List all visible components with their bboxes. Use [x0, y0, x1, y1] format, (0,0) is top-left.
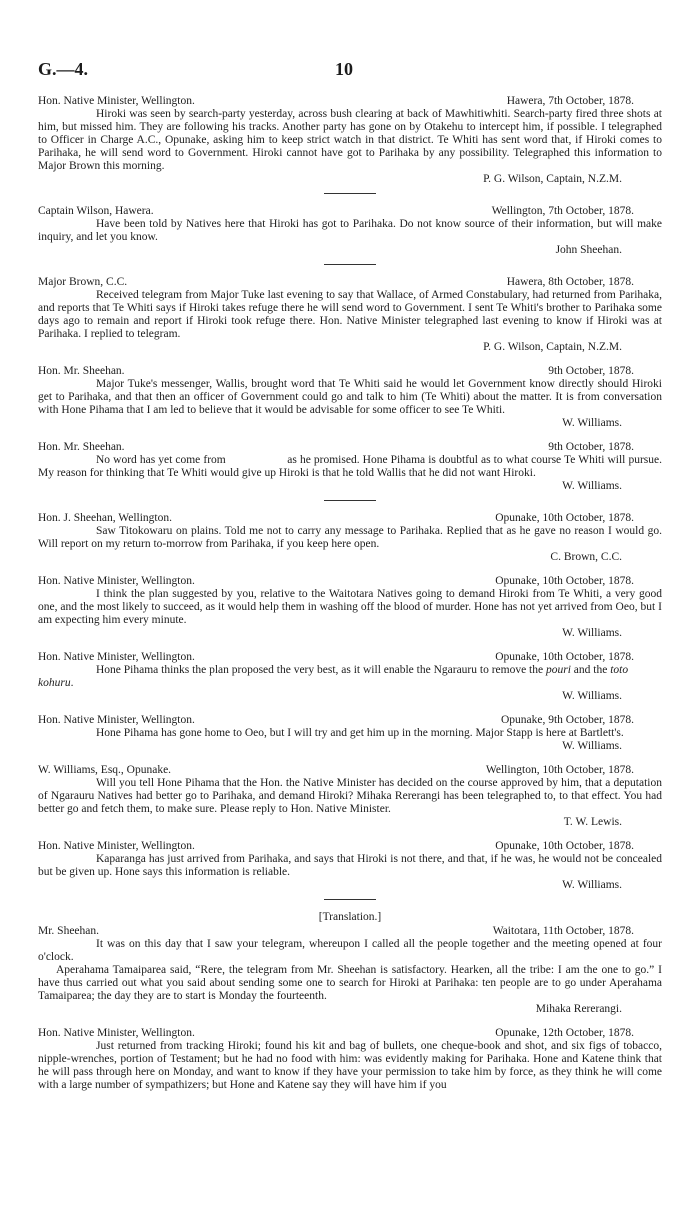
telegram-signature: P. G. Wilson, Captain, N.Z.M.: [483, 341, 622, 353]
telegram-signature: C. Brown, C.C.: [550, 551, 622, 563]
telegram-body: Will you tell Hone Pihama that the Hon. the Native Minister has decided on the course approved by him, that a deputation of Ngarauru Natives had better go to Parihaka, and demand Hiroki? Mihaka Rererangi has been telegraphed to, to that effect. You had better go and fetch them, to make sure. Please reply to Hon. Native Minister.: [38, 777, 662, 815]
maori-term: pouri: [545, 664, 571, 676]
telegram-addressee: Hon. J. Sheehan, Wellington.: [38, 512, 172, 524]
telegram-body: Received telegram from Major Tuke last evening to say that Wallace, of Armed Constabulary, had returned from Parihaka, and reports that Te Whiti says if Hiroki takes refuge there he will send word to Government. I sent Te Whiti's brother to Parihaka some days ago to remain and report if Hiroki took refuge there. Hon. Native Minister telegraphed last evening to know if Hiroki was at Parihaka. I replied to telegram.: [38, 289, 662, 340]
telegram: [38, 276, 662, 354]
page-number: 10: [335, 59, 353, 79]
telegram-place-date: Opunake, 10th October, 1878.: [495, 651, 634, 663]
telegram-addressee: Hon. Native Minister, Wellington.: [38, 714, 195, 726]
telegram-place-date: Hawera, 7th October, 1878.: [506, 95, 634, 107]
telegram-addressee: Hon. Native Minister, Wellington.: [38, 840, 195, 852]
telegram-list: [38, 95, 665, 1103]
telegram-body: Hone Pihama thinks the plan proposed the very best, as it will enable the Ngarauru to remove the pouri and the toto kohuru.: [38, 664, 629, 689]
telegram-addressee: Hon. Mr. Sheehan.: [38, 365, 125, 377]
separator-rule: [324, 193, 376, 194]
telegram: [38, 95, 662, 194]
telegram-signature: W. Williams.: [562, 879, 622, 891]
telegram-signature: T. W. Lewis.: [563, 816, 622, 828]
telegram-signature: W. Williams.: [562, 480, 622, 492]
letter-body: It was on this day that I saw your telegram, whereupon I called all the people together and the meeting opened at four o'clock.: [38, 938, 662, 963]
separator-rule: [324, 500, 376, 501]
letter-signature: Mihaka Rererangi.: [535, 1003, 622, 1015]
telegram-place-date: 9th October, 1878.: [548, 365, 634, 377]
telegram-place-date: Opunake, 10th October, 1878.: [495, 840, 634, 852]
document-reference: G.—4.: [38, 59, 89, 79]
telegram-body: No word has yet come from as he promised. Hone Pihama is doubtful as to what course Te Whiti will pursue. My reason for thinking that Te Whiti would give up Hiroki is that he told Wallis that he did not want Hiroki.: [38, 454, 665, 479]
telegram-body: Just returned from tracking Hiroki; found his kit and bag of bullets, one cheque-book and shot, and six figs of tobacco, nipple-wrenches, portion of Testament; but he had no food with him: was evidently making for Parihaka. Hone and Katene think that he will pass through here on Monday, and want to know if they have your permission to take him by force, as they think he will come with a large number of sympathizers; but Hone and Katene say they will have him if you: [38, 1040, 662, 1091]
telegram-signature: W. Williams.: [562, 690, 622, 702]
letter-body: Aperahama Tamaiparea said, “Rere, the telegram from Mr. Sheehan is satisfactory. Hearken, all the tribe: I am the one to go.” I have thus carried out what you said about sending some one to search for Hiroki at Parihaka: ten people are to go under Aperahama Tamaiparea; the day they are to start is Monday the fourteenth.: [38, 964, 662, 1002]
telegram: [38, 365, 662, 430]
telegram-body: Hone Pihama has gone home to Oeo, but I will try and get him up in the morning. Major Stapp is here at Bartlett's.: [96, 727, 624, 739]
telegram-place-date: Hawera, 8th October, 1878.: [506, 276, 634, 288]
maori-term: toto kohuru: [38, 664, 629, 689]
translation-heading: [Translation.]: [318, 911, 382, 923]
telegram-signature: W. Williams.: [562, 627, 622, 639]
telegram-signature: W. Williams.: [562, 417, 622, 429]
telegram: [38, 512, 662, 564]
telegram-addressee: Hon. Native Minister, Wellington.: [38, 1027, 195, 1039]
telegram-body: Have been told by Natives here that Hiroki has got to Parihaka. Do not know source of their information, but will make inquiry, and let you know.: [38, 218, 662, 243]
telegram-body: Saw Titokowaru on plains. Told me not to carry any message to Parihaka. Replied that as he gave no reason I would go. Will report on my return to-morrow from Parihaka, if you keep here open.: [38, 525, 662, 550]
telegram-addressee: Hon. Native Minister, Wellington.: [38, 651, 195, 663]
telegram-addressee: W. Williams, Esq., Opunake.: [38, 764, 172, 776]
telegram-addressee: Hon. Mr. Sheehan.: [38, 441, 125, 453]
telegram-addressee: Major Brown, C.C.: [38, 276, 128, 288]
telegram: [38, 840, 662, 900]
telegram-place-date: Opunake, 10th October, 1878.: [495, 575, 634, 587]
telegram-addressee: Hon. Native Minister, Wellington.: [38, 575, 195, 587]
telegram-addressee: Captain Wilson, Hawera.: [38, 205, 154, 217]
telegram-body: I think the plan suggested by you, relative to the Waitotara Natives going to demand Hiroki from Te Whiti, a very good one, and the most likely to succeed, as it would help them in washing off the blood of murder. Hone has not yet arrived from Oeo, but I am expecting him every minute.: [38, 588, 662, 626]
telegram-place-date: Opunake, 9th October, 1878.: [500, 714, 634, 726]
translated-letter: [38, 911, 662, 1016]
telegram-place-date: Opunake, 10th October, 1878.: [495, 512, 634, 524]
telegram: [38, 441, 665, 501]
telegram: [38, 1027, 662, 1092]
separator-rule: [324, 264, 376, 265]
letter-addressee: Mr. Sheehan.: [38, 925, 100, 937]
telegram: [38, 714, 662, 753]
letter-place-date: Waitotara, 11th October, 1878.: [492, 925, 634, 937]
telegram: [38, 575, 662, 640]
telegram-signature: W. Williams.: [562, 740, 622, 752]
telegram-signature: P. G. Wilson, Captain, N.Z.M.: [483, 173, 622, 185]
telegram: [38, 205, 662, 265]
telegram-signature: John Sheehan.: [555, 244, 622, 256]
telegram-body: Hiroki was seen by search-party yesterday, across bush clearing at back of Mawhitiwhiti. Search-party fired three shots at him, but missed him. They are following his tracks. Another party has gone on by Otakehu to intercept him, if possible. I telegraphed to Officer in Charge A.C., Opunake, asking him to keep strict watch in that district. Te Whiti has sent word that, if Hiroki comes to Parihaka, he will send word to Government. Hiroki cannot have got to Parihaka by any possibility. Telegraphed this information to Major Brown this morning.: [38, 108, 662, 172]
telegram-place-date: 9th October, 1878.: [548, 441, 634, 453]
telegram-addressee: Hon. Native Minister, Wellington.: [38, 95, 195, 107]
telegram-body: Kaparanga has just arrived from Parihaka, and says that Hiroki is not there, and that, if he was, he would not be concealed but be given up. Hone says this information is reliable.: [38, 853, 662, 878]
separator-rule: [324, 899, 376, 900]
telegram-place-date: Opunake, 12th October, 1878.: [495, 1027, 634, 1039]
telegram-place-date: Wellington, 7th October, 1878.: [491, 205, 634, 217]
telegram: [38, 764, 662, 829]
telegram: [38, 651, 662, 703]
telegram-place-date: Wellington, 10th October, 1878.: [485, 764, 634, 776]
telegram-body: Major Tuke's messenger, Wallis, brought word that Te Whiti said he would let Government know directly should Hiroki get to Parihaka, and that then an officer of Government could go and talk to him (Te Whiti) about the matter. It is from conversation with Hone Pihama that I am led to believe that it would be advisable for some officer to see Te Whiti.: [38, 378, 662, 416]
